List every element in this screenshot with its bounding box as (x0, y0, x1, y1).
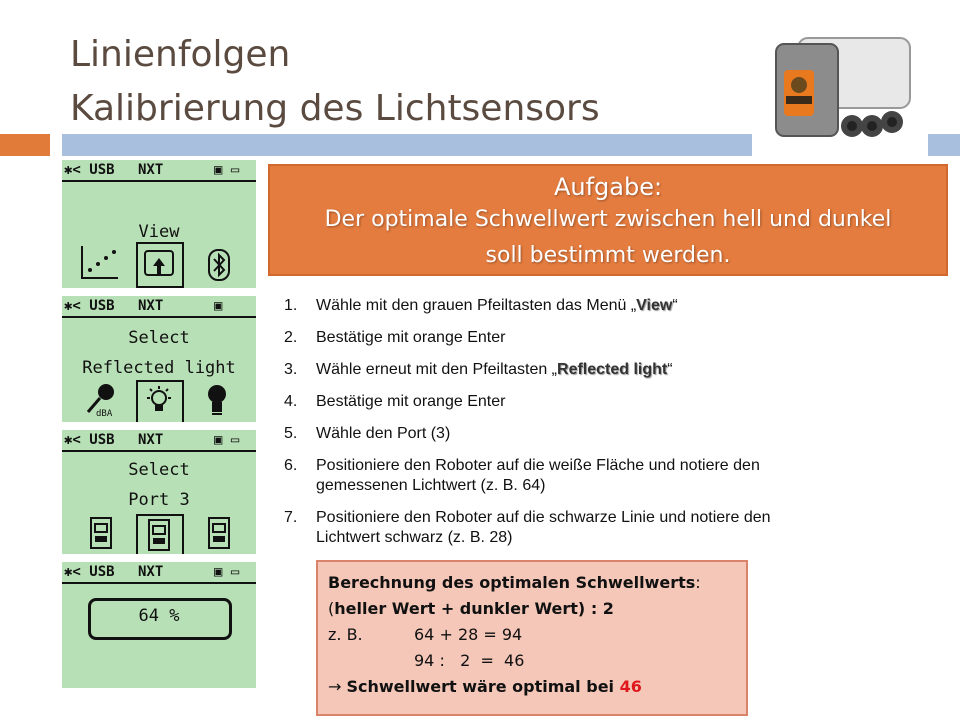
step-number: 3. (284, 361, 298, 378)
port-icon (146, 518, 172, 552)
menu-option: Reflected light (82, 358, 236, 378)
status-separator (62, 180, 256, 182)
title-rule (62, 134, 752, 156)
task-text-line-2: soll bestimmt werden. (485, 243, 731, 268)
step-item (284, 456, 796, 496)
example-label: z. B. (328, 625, 363, 644)
graph-icon (78, 242, 122, 282)
arrow-right-icon: → (328, 677, 342, 696)
light-sensor-icon (142, 384, 176, 418)
steps-list (284, 296, 814, 560)
step-text: Wähle erneut mit den Pfeiltasten „ (316, 361, 558, 378)
menu-label: View (138, 222, 180, 242)
nxt-screen-view (62, 160, 256, 288)
light-sensor-image (768, 30, 918, 148)
slide-title (70, 28, 600, 136)
step-text-end: “ (667, 361, 673, 378)
calc-example-2 (328, 648, 736, 674)
menu-label: Select (128, 328, 190, 348)
lamp-icon (202, 382, 232, 418)
usb-status: ✱< USB (64, 564, 115, 580)
brick-name: NXT (138, 298, 164, 314)
step-item (284, 508, 796, 548)
step-text: Positioniere den Roboter auf die schwarze Linie und notiere den Lichtwert schwarz (z. B. 28) (316, 509, 771, 546)
step-item (284, 360, 814, 380)
nxt-status-bar (62, 298, 256, 314)
status-separator (62, 316, 256, 318)
nxt-screen-port (62, 430, 256, 554)
step-number: 6. (284, 457, 298, 474)
menu-label: Select (128, 460, 190, 480)
example-division: 94 : 2 = 46 (414, 651, 525, 670)
formula-paren: ( (328, 599, 335, 618)
battery-icon: ▣ ▭ (214, 162, 240, 178)
step-text: Wähle mit den grauen Pfeiltasten das Menü „ (316, 297, 637, 314)
step-highlight: Reflected light (557, 361, 668, 378)
task-heading: Aufgabe: (553, 173, 663, 201)
calc-heading-text: Berechnung des optimalen Schwellwerts (328, 573, 696, 592)
step-text: Wähle den Port (3) (316, 425, 451, 442)
step-item (284, 392, 814, 412)
port-icon (206, 516, 232, 550)
status-separator (62, 582, 256, 584)
task-box (268, 164, 948, 276)
example-sum: 64 + 28 = 94 (414, 625, 523, 644)
calc-formula (328, 596, 736, 622)
calc-result (328, 674, 736, 700)
brick-name: NXT (138, 162, 164, 178)
step-text: Bestätige mit orange Enter (316, 393, 506, 410)
usb-status: ✱< USB (64, 298, 115, 314)
usb-status: ✱< USB (64, 432, 115, 448)
step-text: Positioniere den Roboter auf die weiße Fläche und notiere den gemessenen Lichtwert (z. B. 64) (316, 457, 760, 494)
nxt-status-bar (62, 432, 256, 448)
step-number: 1. (284, 297, 298, 314)
brick-name: NXT (138, 432, 164, 448)
step-number: 2. (284, 329, 298, 346)
title-line-1: Linienfolgen (70, 34, 291, 75)
sound-dba-icon (84, 382, 124, 418)
step-number: 5. (284, 425, 298, 442)
step-item (284, 328, 814, 348)
step-text-end: “ (672, 297, 678, 314)
calc-heading (328, 570, 736, 596)
task-text-line-1: Der optimale Schwellwert zwischen hell und dunkel (324, 207, 892, 232)
view-icon (142, 248, 176, 280)
calc-heading-colon: : (695, 573, 701, 592)
light-reading: 64 % (138, 606, 180, 626)
title-rule-end (928, 134, 960, 156)
svg-text:dBA: dBA (96, 409, 113, 418)
battery-icon: ▣ ▭ (214, 432, 240, 448)
step-item (284, 424, 814, 444)
result-text: Schwellwert wäre optimal bei (346, 677, 620, 696)
title-line-2: Kalibrierung des Lichtsensors (70, 88, 600, 129)
calculation-box (316, 560, 748, 716)
battery-icon: ▣ ▭ (214, 564, 240, 580)
step-highlight: View (636, 297, 673, 314)
bluetooth-icon (206, 248, 232, 282)
nxt-screen-reflected-light (62, 296, 256, 422)
step-item (284, 296, 814, 316)
status-separator (62, 450, 256, 452)
nxt-status-bar (62, 564, 256, 580)
usb-status: ✱< USB (64, 162, 115, 178)
nxt-status-bar (62, 162, 256, 178)
result-value: 46 (619, 677, 642, 696)
step-number: 7. (284, 509, 298, 526)
brick-name: NXT (138, 564, 164, 580)
battery-icon: ▣ (214, 298, 223, 314)
step-text: Bestätige mit orange Enter (316, 329, 506, 346)
menu-option: Port 3 (128, 490, 190, 510)
title-rule-accent (0, 134, 50, 156)
formula-text: heller Wert + dunkler Wert) : 2 (334, 599, 614, 618)
calc-example-1 (328, 622, 736, 648)
nxt-screen-reading (62, 562, 256, 688)
step-number: 4. (284, 393, 298, 410)
port-icon (88, 516, 114, 550)
